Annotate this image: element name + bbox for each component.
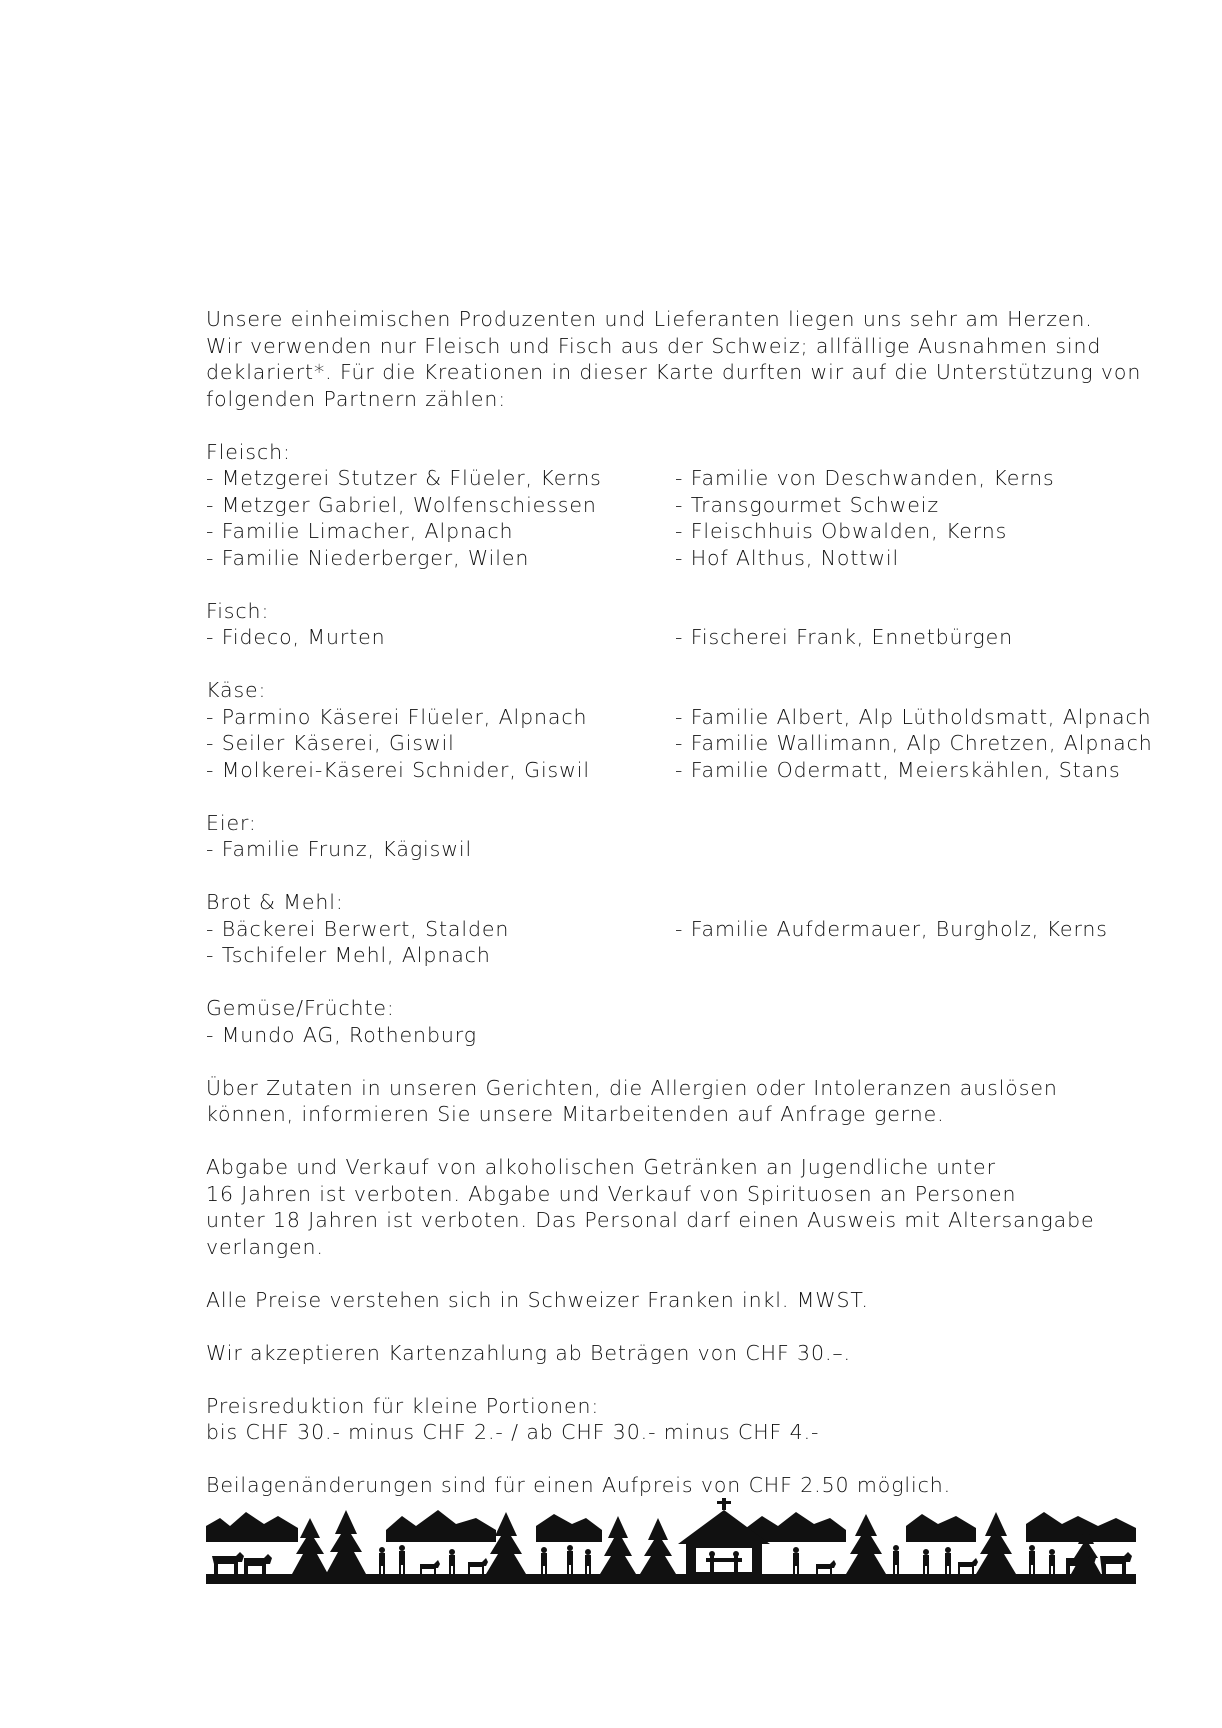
- allergen-note: Über Zutaten in unseren Gerichten, die Allergien oder Intoleranzen auslösen können, informieren Sie unsere Mitarbeitenden auf Anfrage gerne.: [206, 1075, 1058, 1126]
- supplier-item: - Mundo AG, Rothenburg: [206, 1022, 477, 1047]
- supplier-item: - Parmino Käserei Flüeler, Alpnach: [206, 704, 588, 729]
- supplier-item: - Familie von Deschwanden, Kerns: [675, 466, 1055, 490]
- section-title: Brot & Mehl:: [206, 890, 344, 914]
- supplier-item: - Familie Aufdermauer, Burgholz, Kerns: [675, 916, 1108, 941]
- supplier-item: - Familie Wallimann, Alp Chretzen, Alpnach: [675, 731, 1153, 755]
- section-brot-mehl: [206, 889, 1166, 969]
- supplier-item: - Fideco, Murten: [206, 625, 386, 649]
- section-eier: [206, 810, 1166, 863]
- section-fisch: [206, 598, 1166, 651]
- supplier-item: - Fischerei Frank, Ennetbürgen: [675, 625, 1014, 649]
- section-fleisch: [206, 439, 1166, 572]
- supplier-item: - Fleischhuis Obwalden, Kerns: [675, 519, 1008, 543]
- sides-change-note: Beilagenänderungen sind für einen Aufpreis von CHF 2.50 möglich.: [206, 1473, 952, 1497]
- supplier-item: - Familie Niederberger, Wilen: [206, 545, 530, 570]
- supplier-item: - Familie Limacher, Alpnach: [206, 519, 514, 543]
- supplier-item: - Familie Frunz, Kägiswil: [206, 837, 473, 861]
- price-note: Alle Preise verstehen sich in Schweizer Franken inkl. MWST.: [206, 1287, 869, 1312]
- section-kaese: [206, 677, 1166, 783]
- supplier-item: - Seiler Käserei, Giswil: [206, 731, 455, 755]
- supplier-item: - Transgourmet Schweiz: [675, 492, 940, 517]
- supplier-item: - Molkerei-Käserei Schnider, Giswil: [206, 757, 590, 782]
- section-title: Gemüse/Früchte:: [206, 996, 395, 1020]
- alcohol-note: Abgabe und Verkauf von alkoholischen Getränken an Jugendliche unter 16 Jahren ist verboten. Abgabe und Verkauf von Spirituosen an Personen unter 18 Jahren ist verboten. Das Personal darf einen Ausweis mit Altersangabe verlangen.: [206, 1155, 1095, 1259]
- swiss-papercut-silhouette-icon: [206, 1496, 1136, 1584]
- supplier-item: - Bäckerei Berwert, Stalden: [206, 916, 510, 941]
- menu-info-page: [206, 306, 1166, 1525]
- section-title: Käse:: [206, 678, 267, 702]
- section-title: Eier:: [206, 810, 257, 835]
- supplier-item: - Tschifeler Mehl, Alpnach: [206, 943, 491, 967]
- supplier-item: - Familie Albert, Alp Lütholdsmatt, Alpnach: [675, 704, 1152, 729]
- section-title: Fisch:: [206, 598, 270, 623]
- intro-text: Unsere einheimischen Produzenten und Lieferanten liegen uns sehr am Herzen. Wir verwenden nur Fleisch und Fisch aus der Schweiz; allfällige Ausnahmen sind deklariert*. Für die Kreationen in dieser Karte durften wir auf die Unterstützung von folgenden Partnern zählen:: [206, 307, 1142, 411]
- supplier-item: - Metzger Gabriel, Wolfenschiessen: [206, 492, 597, 517]
- supplier-item: - Hof Althus, Nottwil: [675, 545, 900, 570]
- portion-reduction-note: Preisreduktion für kleine Portionen: bis CHF 30.- minus CHF 2.- / ab CHF 30.- minus CHF 4.-: [206, 1393, 820, 1444]
- supplier-item: - Metzgerei Stutzer & Flüeler, Kerns: [206, 466, 602, 490]
- section-title: Fleisch:: [206, 439, 291, 464]
- card-payment-note: Wir akzeptieren Kartenzahlung ab Beträgen von CHF 30.–.: [206, 1340, 851, 1365]
- section-gemuese-fruechte: [206, 995, 1166, 1048]
- supplier-item: - Familie Odermatt, Meierskählen, Stans: [675, 757, 1121, 782]
